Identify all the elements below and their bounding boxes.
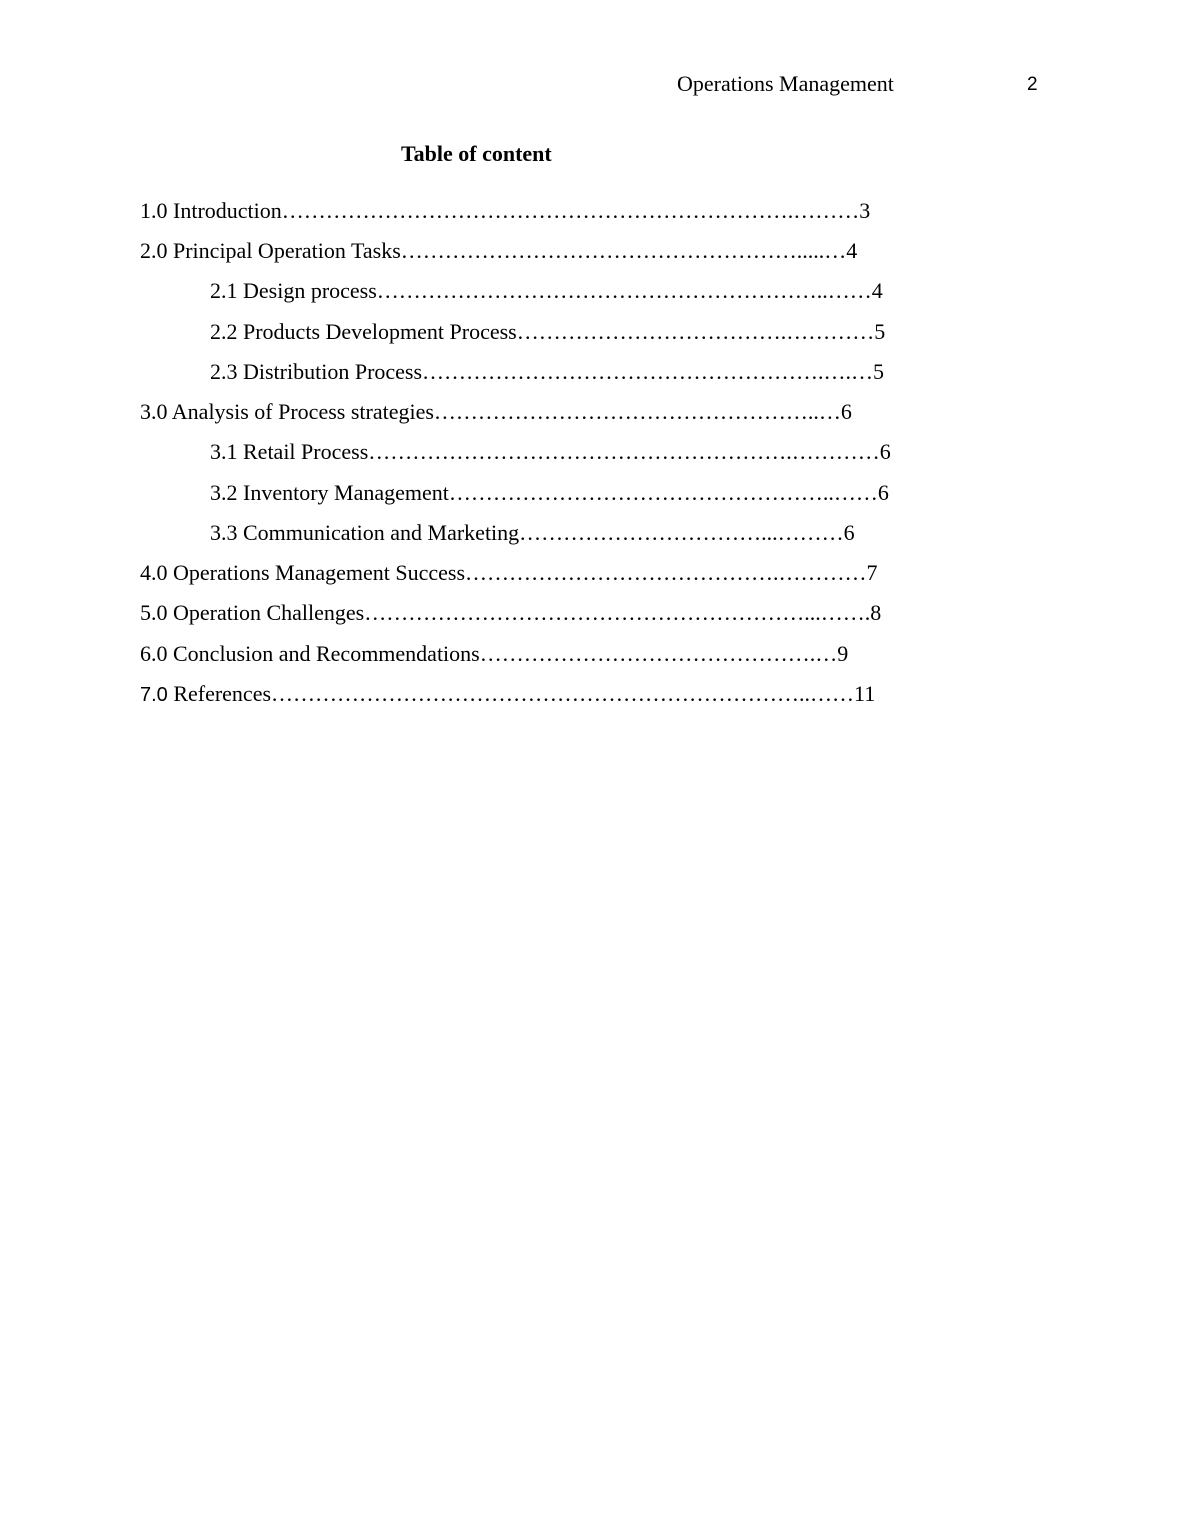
toc-entry-operations-management-success[interactable]: 4.0 Operations Management Success…………………………………….…………7: [140, 560, 878, 585]
toc-entry-operation-challenges[interactable]: 5.0 Operation Challenges……………………………………………………...…….8: [140, 600, 882, 625]
toc-entry-analysis-of-process-strategies[interactable]: 3.0 Analysis of Process strategies……………………………………………..…6: [140, 399, 852, 424]
toc-entry-references-number: 7.0: [140, 684, 168, 706]
toc-entry-references-label: References………………………………………………………………..……11: [167, 681, 876, 706]
toc-entry-products-development-process[interactable]: 2.2 Products Development Process……………………………….…………5: [210, 319, 886, 344]
toc-entry-distribution-process[interactable]: 2.3 Distribution Process……………………………………………….….…5: [210, 359, 885, 384]
toc-entry-references[interactable]: [140, 680, 875, 709]
toc-entry-design-process[interactable]: 2.1 Design process……………………………………………………..……4: [210, 278, 883, 303]
toc-entry-principal-operation-tasks[interactable]: 2.0 Principal Operation Tasks……………………………………………….....…4: [140, 238, 858, 263]
page-number: 2: [1027, 74, 1038, 95]
toc-entry-inventory-management[interactable]: 3.2 Inventory Management……………………………………………..……6: [210, 480, 889, 505]
toc-entry-communication-and-marketing[interactable]: 3.3 Communication and Marketing……………………………...………6: [210, 520, 855, 545]
toc-title: Table of content: [401, 141, 552, 166]
toc-entry-conclusion-and-recommendations[interactable]: 6.0 Conclusion and Recommendations……………………………………….…9: [140, 641, 849, 666]
toc-entry-introduction[interactable]: 1.0 Introduction…………………………………………………………….………3: [140, 198, 871, 223]
toc-entry-retail-process[interactable]: 3.1 Retail Process………………………………………………….…………6: [210, 439, 891, 464]
header-title: Operations Management: [677, 71, 894, 96]
